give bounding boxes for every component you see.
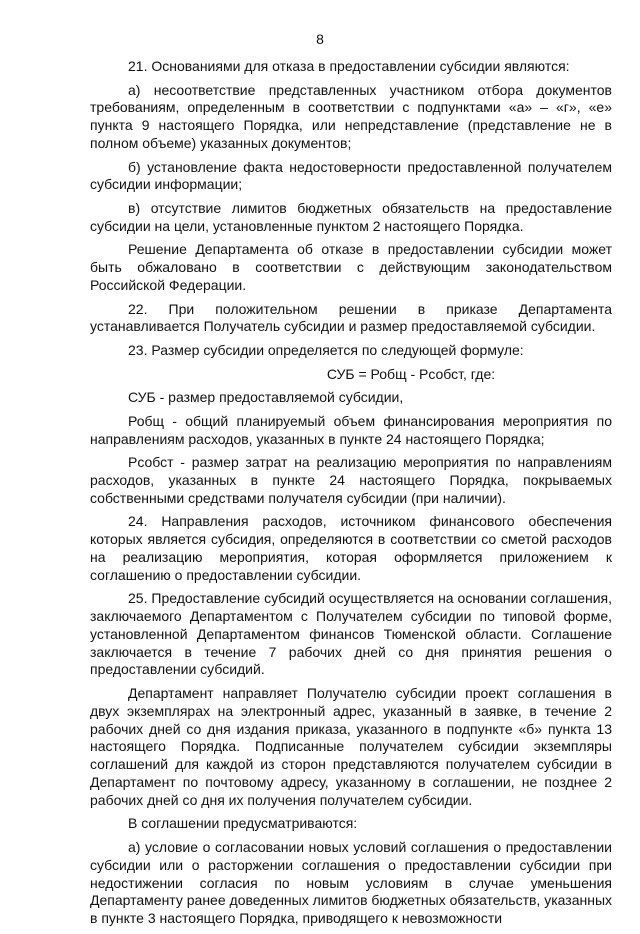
- definition-r-total: Робщ - общий планируемый объем финансирования мероприятия по направлениям расходов, указанных в пункте 24 настоящего Порядка;: [90, 412, 612, 447]
- paragraph-21: 21. Основаниями для отказа в предоставлении субсидии являются:: [128, 58, 570, 74]
- paragraph-21-a: а) несоответствие представленных участником отбора документов требованиям, определенным в соответствии с подпунктами «а» – «г», «е» пункта 9 настоящего Порядка, или непредставление (представление не в полном объеме) указанных документов;: [90, 81, 612, 151]
- definition-r-own: Рсобст - размер затрат на реализацию мероприятия по направлениям расходов, указанных в пункте 24 настоящего Порядка, покрываемых собственными средствами получателя субсидии (при наличии).: [90, 454, 612, 506]
- page-number: 8: [316, 31, 324, 47]
- paragraph-21-b: б) установление факта недостоверности предоставленной получателем субсидии информации;: [90, 158, 612, 193]
- paragraph-agreement-a: а) условие о согласовании новых условий соглашения о предоставлении субсидии или о расторжении соглашения о предоставлении субсидии при недостижении согласия по новым условиям в случае уменьшения Департаменту ранее доведенных лимитов бюджетных обязательств, указанных в пункте 3 настоящего Порядка, приводящего к невозможности: [90, 839, 613, 927]
- document-body: [90, 58, 612, 934]
- paragraph-23: 23. Размер субсидии определяется по следующей формуле:: [128, 341, 524, 358]
- paragraph-appeal: Решение Департамента об отказе в предоставлении субсидии может быть обжаловано в соответствии с действующим законодательством Российской Федерации.: [90, 241, 612, 293]
- paragraph-24: 24. Направления расходов, источником финансового обеспечения которых является субсидия, определяются в соответствии со сметой расходов на реализацию мероприятия, которая оформляется приложением к соглашению о предоставлении субсидии.: [90, 513, 612, 583]
- paragraph-21-v: в) отсутствие лимитов бюджетных обязательств на предоставление субсидии на цели, установленные пунктом 2 настоящего Порядка.: [90, 199, 612, 234]
- formula: СУБ = Робщ - Рсобст, где:: [326, 365, 496, 382]
- paragraph-agreement-provides: В соглашении предусматриваются:: [128, 815, 358, 832]
- paragraph-22: 22. При положительном решении в приказе Департамента устанавливается Получатель субсидии и размер предоставляемой субсидии.: [90, 300, 612, 335]
- paragraph-25: 25. Предоставление субсидий осуществляется на основании соглашения, заключаемого Департаментом с Получателем субсидии по типовой форме, установленной Департаментом финансов Тюменской области. Соглашение заключается в течение 7 рабочих дней со дня принятия решения о предоставлении субсидий.: [90, 590, 612, 678]
- paragraph-department-sends: Департамент направляет Получателю субсидии проект соглашения в двух экземплярах на электронный адрес, указанный в заявке, в течение 2 рабочих дней со дня издания приказа, указанного в подпункте «б» пункта 13 настоящего Порядка. Подписанные получателем субсидии экземпляры соглашений для каждой из сторон представляются получателем субсидии в Департамент по почтовому адресу, указанному в соглашении, не позднее 2 рабочих дней со дня их получения получателем субсидии.: [90, 685, 612, 808]
- definition-sub: СУБ - размер предоставляемой субсидии,: [128, 389, 404, 406]
